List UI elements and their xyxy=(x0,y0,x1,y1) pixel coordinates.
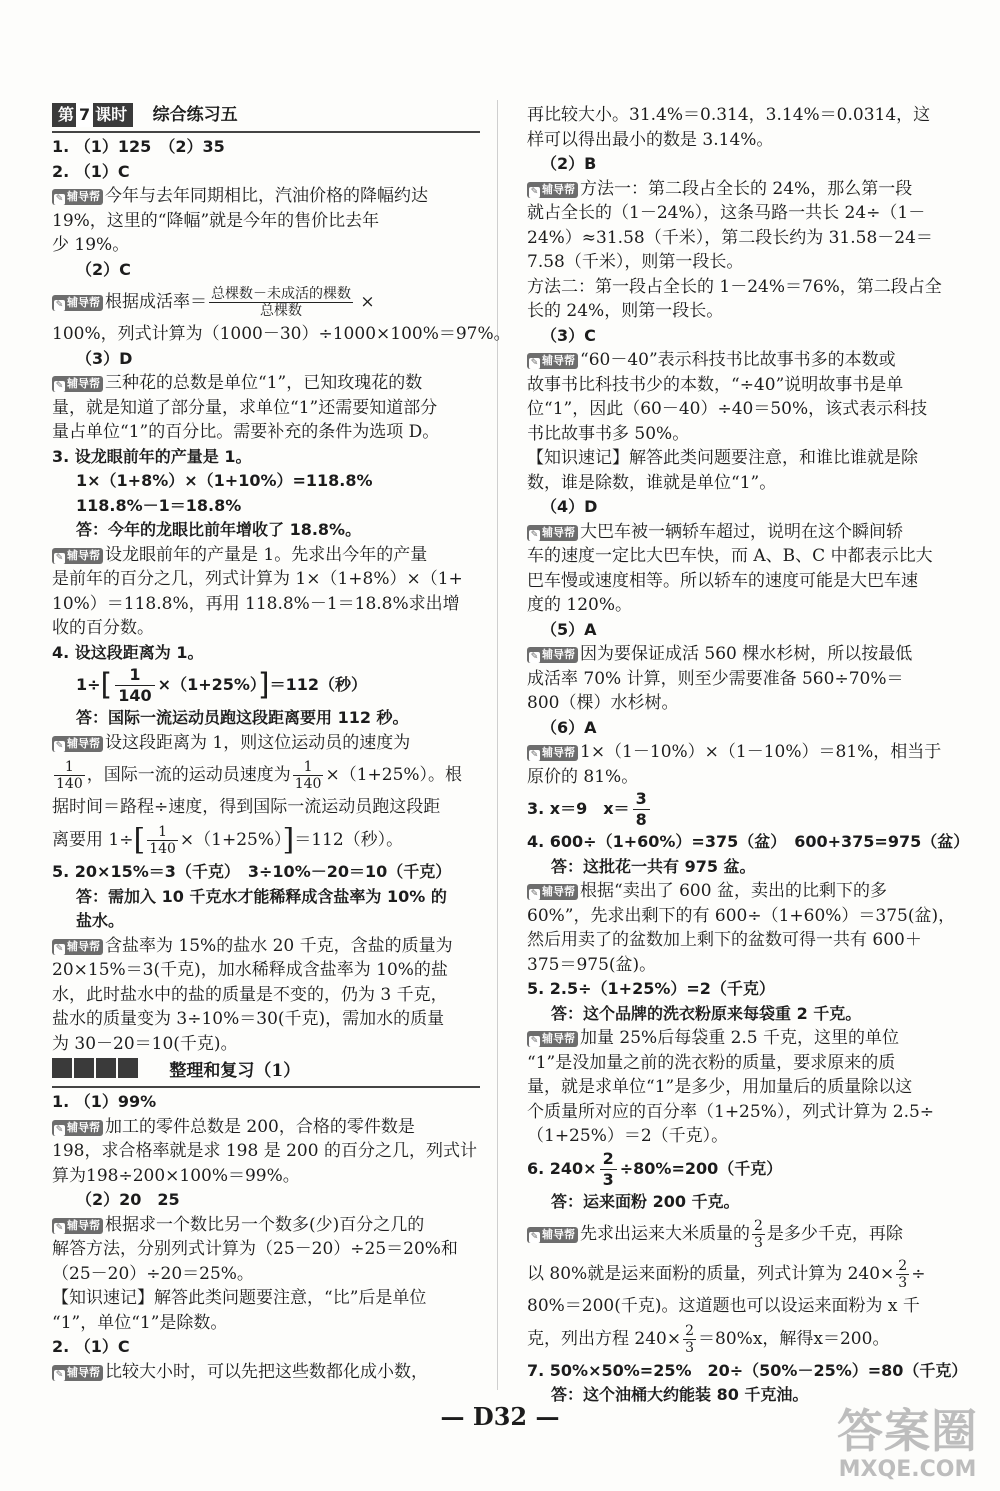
page-number: — D32 — xyxy=(440,1402,560,1431)
lesson-header xyxy=(52,103,480,133)
hint-line: 7.58（千米），则第一段长。 xyxy=(527,252,744,272)
helper-tag: ✎ 辅导帮 xyxy=(52,736,103,752)
answer-line: 5. 2.5÷（1+25%）=2（千克） xyxy=(527,979,775,998)
hint-line: ✎ 辅导帮 含盐率为 15%的盐水 20 千克，含盐的质量为 xyxy=(52,934,480,959)
hint-line: 原价的 81%。 xyxy=(527,766,639,787)
watermark xyxy=(837,1405,978,1483)
knowledge-line: 【知识速记】解答此类问题要注意，和谁比谁就是除 xyxy=(527,448,918,468)
hint-line: 据时间＝路程÷速度，得到国际一流运动员跑这段距 xyxy=(52,797,441,817)
answer-line: （3）D xyxy=(76,348,133,368)
hint-line: 然后用卖了的盆数加上剩下的盆数可得一共有 600＋ xyxy=(527,930,922,950)
right-column xyxy=(527,103,970,1408)
hint-line: 60%”，先求出剩下的有 600÷（1+60%）＝375(盆)， xyxy=(527,905,956,926)
answer-line: 7. 50%×50%=25% 20÷（50%－25%）=80（千克） xyxy=(527,1360,968,1380)
answer-line: （2）20 25 xyxy=(76,1190,180,1209)
answer-line: 答：今年的龙眼比前年增收了 18.8%。 xyxy=(76,520,362,539)
helper-tag: ✎ 辅导帮 xyxy=(527,1031,578,1047)
hint-line: ✎ 辅导帮 根据求一个数比另一个数多(少)百分之几的 xyxy=(52,1213,480,1238)
helper-tag: ✎ 辅导帮 xyxy=(527,353,578,369)
hint-line: ✎ 辅导帮 根据成活率＝ $\frac{\text{总棵数－未成活的棵数}}{\text{总棵数}}$ × xyxy=(52,282,480,322)
hint-line: 盐水的质量变为 3÷10%＝30(千克)，需加水的质量 xyxy=(52,1009,445,1029)
hint-line: ✎ 辅导帮 1×（1－10%）×（1－10%）＝81%，相当于 xyxy=(527,740,941,765)
review-title: 整理和复习（1） xyxy=(169,1061,301,1082)
fraction: $\frac{2}{3}$ xyxy=(600,1149,617,1190)
left-column xyxy=(52,103,511,1384)
answer-line: 4. 设这段距离为 1。 xyxy=(52,642,204,662)
hint-line: 以 80%就是运来面粉的质量，列式计算为 240× $\frac{2}{3}$ ÷ xyxy=(527,1258,926,1291)
hint-line: 为 30－20＝10(千克)。 xyxy=(52,1033,238,1054)
equation-line: 1÷[ $\frac{1}{140}$ ×（1+25%）]＝112（秒） xyxy=(76,665,368,705)
hint-line: 是前年的百分之几，列式计算为 1×（1+8%）×（1+ xyxy=(52,569,463,589)
helper-icon: ✎ xyxy=(55,1369,64,1380)
fraction: $\frac{\text{总棵数－未成活的棵数}}{\text{总棵数}}$ xyxy=(211,286,351,319)
hint-line: 80%＝200(千克)。这道题也可以设运来面粉为 x 千 xyxy=(527,1296,920,1316)
hint-line: ✎ 辅导帮 加工的零件总数是 200，合格的零件数是 xyxy=(52,1115,480,1140)
column-divider xyxy=(497,100,498,1390)
lesson-badge: 第 7 课时 xyxy=(52,103,133,127)
hint-line: ✎ 辅导帮 三种花的总数是单位“1”，已知玫瑰花的数 xyxy=(52,371,480,396)
answer-line: （3）C xyxy=(541,325,596,345)
hint-line: 成活率 70% 计算，则至少需要准备 560÷70%＝ xyxy=(527,668,904,689)
hint-line: 少 19%。 xyxy=(52,235,130,255)
hint-line: 度的 120%。 xyxy=(527,595,633,615)
helper-icon: ✎ xyxy=(530,889,539,899)
helper-tag: ✎ 辅导帮 xyxy=(527,1227,578,1243)
helper-icon: ✎ xyxy=(530,652,539,662)
hint-line: 收的百分数。 xyxy=(52,618,154,638)
helper-icon: ✎ xyxy=(55,381,64,391)
helper-icon: ✎ xyxy=(55,1124,64,1135)
hint-line: 375＝975(盆)。 xyxy=(527,954,657,975)
answer-line: 答：国际一流运动员跑这段距离要用 112 秒。 xyxy=(76,708,409,727)
header-blocks xyxy=(52,1058,140,1086)
fraction: $\frac{3}{8}$ xyxy=(633,789,650,830)
answer-line: 2. （1）C xyxy=(52,161,130,181)
answer-line: 2. （1）C xyxy=(52,1337,130,1356)
hint-line: 量，就是知道了部分量，求单位“1”还需要知道部分 xyxy=(52,397,438,418)
answer-line: 1. （1）125 （2）35 xyxy=(52,137,225,156)
answer-line: 答：这个油桶大约能装 80 千克油。 xyxy=(551,1385,809,1404)
hint-line: ✎ 辅导帮 设龙眼前年的产量是 1。先求出今年的产量 xyxy=(52,543,480,568)
hint-line: 长的 24%，则第一段长。 xyxy=(527,301,724,321)
hint-line: 样可以得出最小的数是 3.14%。 xyxy=(527,129,774,150)
answer-line: （6）A xyxy=(541,717,597,737)
watermark-logo: 答案圈 xyxy=(837,1404,978,1458)
answer-line: 答：这个品牌的洗衣粉原来每袋重 2 千克。 xyxy=(551,1003,862,1023)
hint-line: ✎ 辅导帮 “60－40”表示科技书比故事书多的本数或 xyxy=(527,348,941,373)
answer-line: （2）B xyxy=(541,154,597,173)
knowledge-line: 数，谁是除数，谁就是单位“1”。 xyxy=(527,472,777,493)
hint-line: 10%）＝118.8%，再用 118.8%－1＝18.8%求出增 xyxy=(52,593,460,614)
hint-line: ✎ 辅导帮 根据“卖出了 600 盆，卖出的比剩下的多 xyxy=(527,879,941,904)
answer-line: 4. 600÷（1+60%）=375（盆） 600+375=975（盆） xyxy=(527,832,970,851)
answer-line: （4）D xyxy=(541,497,598,516)
hint-line: 书比故事书多 50%。 xyxy=(527,423,690,444)
answer-line: 3. x＝9 x＝ $\frac{3}{8}$ xyxy=(527,789,941,830)
lesson-title: 综合练习五 xyxy=(152,105,238,125)
hint-line: 100%，列式计算为（1000－30）÷1000×100%＝97%。 xyxy=(52,324,511,344)
helper-icon: ✎ xyxy=(530,186,539,197)
hint-line: 量，就是求单位“1”是多少，用加量后的质量除以这 xyxy=(527,1077,913,1097)
hint-line: 车的速度一定比大巴车快，而 A、B、C 中都表示比大 xyxy=(527,546,933,566)
hint-line: 故事书比科技书少的本数，“÷40”说明故事书是单 xyxy=(527,374,904,395)
helper-tag: ✎ 辅导帮 xyxy=(527,745,578,761)
fraction: $\frac{1}{140}$ xyxy=(149,823,176,857)
hint-line: 198，求合格率就是求 198 是 200 的百分之几，列式计 xyxy=(52,1141,477,1161)
helper-icon: ✎ xyxy=(530,1036,539,1046)
helper-icon: ✎ xyxy=(530,750,539,760)
hint-line: 量占单位“1”的百分比。需要补充的条件为选项 D。 xyxy=(52,422,440,442)
helper-icon: ✎ xyxy=(530,358,539,368)
hint-line: 克，列出方程 240× $\frac{2}{3}$ ＝80%x，解得x＝200。 xyxy=(527,1322,890,1356)
answer-line: （5）A xyxy=(541,619,597,639)
helper-icon: ✎ xyxy=(530,1232,539,1242)
helper-tag: ✎ 辅导帮 xyxy=(52,295,103,311)
answer-line: 5. 20×15%＝3（千克） 3÷10%－20＝10（千克） xyxy=(52,862,452,881)
helper-icon: ✎ xyxy=(55,943,64,954)
answer-line: 3. 设龙眼前年的产量是 1。 xyxy=(52,446,252,466)
answer-line: 答：运来面粉 200 千克。 xyxy=(551,1191,740,1211)
hint-line: （25－20）÷20＝25%。 xyxy=(52,1263,254,1284)
helper-tag: ✎ 辅导帮 xyxy=(52,1218,103,1234)
hint-line: 800（棵）水杉树。 xyxy=(527,693,679,713)
fraction: $\frac{2}{3}$ xyxy=(685,1322,695,1356)
helper-tag: ✎ 辅导帮 xyxy=(52,548,103,564)
helper-tag: ✎ 辅导帮 xyxy=(52,1120,103,1136)
answer-line: 盐水。 xyxy=(76,911,125,930)
answer-line: 6. 240× $\frac{2}{3}$ ÷80%=200（千克） xyxy=(527,1148,783,1189)
knowledge-line: 【知识速记】解答此类问题要注意，“比”后是单位 xyxy=(52,1288,427,1308)
review-header xyxy=(52,1058,480,1088)
knowledge-line: “1”，单位“1”是除数。 xyxy=(52,1312,228,1333)
helper-icon: ✎ xyxy=(55,552,64,563)
hint-line: ✎ 辅导帮 加量 25%后每袋重 2.5 千克，这里的单位 xyxy=(527,1026,941,1051)
hint-line: ✎ 辅导帮 大巴车被一辆轿车超过，说明在这个瞬间轿 xyxy=(527,520,941,545)
hint-line: 水，此时盐水中的盐的质量是不变的，仍为 3 千克， xyxy=(52,984,448,1005)
helper-tag: ✎ 辅导帮 xyxy=(52,1365,103,1381)
helper-tag: ✎ 辅导帮 xyxy=(52,189,103,205)
hint-line: 就占全长的（1－24%），这条马路一共长 24÷（1－ xyxy=(527,203,926,223)
fraction: $\frac{1}{140}$ xyxy=(115,665,154,706)
hint-line: “1”是没加量之前的洗衣粉的质量，要求原来的质 xyxy=(527,1052,896,1073)
fraction: $\frac{1}{140}$ xyxy=(294,759,322,792)
helper-tag: ✎ 辅导帮 xyxy=(527,182,578,198)
hint-line: ✎ 辅导帮 比较大小时，可以先把这些数都化成小数， xyxy=(52,1360,480,1385)
helper-tag: ✎ 辅导帮 xyxy=(527,884,578,900)
fraction: $\frac{1}{140}$ xyxy=(56,759,83,792)
hint-line: $\frac{1}{140}$ ，国际一流的运动员速度为 $\frac{1}{140}$ ×（1+25%）。根 xyxy=(56,759,463,792)
answer-line: （2）C xyxy=(76,259,131,279)
hint-line: 解答方法，分别列式计算为（25－20）÷25＝20%和 xyxy=(52,1239,458,1259)
fraction: $\frac{2}{3}$ xyxy=(754,1218,763,1251)
helper-tag: ✎ 辅导帮 xyxy=(52,376,103,392)
answer-line: 1. （1）99% xyxy=(52,1092,157,1111)
fraction: $\frac{2}{3}$ xyxy=(898,1258,908,1291)
hint-line: 算为198÷200×100%＝99%。 xyxy=(52,1165,300,1186)
helper-icon: ✎ xyxy=(55,1222,64,1233)
hint-line: ✎ 辅导帮 设这段距离为 1，则这位运动员的速度为 xyxy=(52,731,480,756)
hint-line: 方法二：第一段占全长的 1－24%＝76%，第二段占全 xyxy=(527,276,942,297)
answer-line: 答：需加入 10 千克水才能稀释成含盐率为 10% 的 xyxy=(76,886,447,906)
hint-line: （1+25%）＝2（千克）。 xyxy=(527,1126,729,1146)
hint-line: ✎ 辅导帮 方法一：第二段占全长的 24%，那么第一段 xyxy=(527,177,941,202)
hint-line: 巴车慢或速度相等。所以轿车的速度可能是大巴车速 xyxy=(527,570,918,591)
hint-line: 再比较大小。31.4%＝0.314，3.14%＝0.0314，这 xyxy=(527,105,931,125)
hint-line: 20×15%＝3(千克)，加水稀释成含盐率为 10%的盐 xyxy=(52,960,448,980)
watermark-url: MXQE.COM xyxy=(838,1457,977,1482)
answer-line: 答：这批花一共有 975 盆。 xyxy=(551,856,756,876)
helper-icon: ✎ xyxy=(530,529,539,540)
helper-icon: ✎ xyxy=(55,194,64,204)
answer-line: 1×（1+8%）×（1+10%）=118.8% xyxy=(76,471,373,490)
hint-line: 个质量所对应的百分率（1+25%），列式计算为 2.5÷ xyxy=(527,1101,935,1122)
hint-line: ✎ 辅导帮 先求出运来大米质量的 $\frac{2}{3}$ 是多少千克，再除 xyxy=(527,1214,941,1254)
answer-line: 118.8%－1＝18.8% xyxy=(76,495,242,515)
hint-line: 离要用 1÷[ $\frac{1}{140}$ ×（1+25%）]＝112（秒）。 xyxy=(52,822,404,857)
hint-line: 位“1”，因此（60－40）÷40＝50%，该式表示科技 xyxy=(527,399,928,419)
helper-tag: ✎ 辅导帮 xyxy=(527,525,578,541)
hint-line: 24%）≈31.58（千米），第二段长约为 31.58－24＝ xyxy=(527,227,933,248)
hint-line: ✎ 辅导帮 因为要保证成活 560 棵水杉树，所以按最低 xyxy=(527,642,941,667)
helper-icon: ✎ xyxy=(55,740,64,751)
helper-icon: ✎ xyxy=(55,300,64,310)
helper-tag: ✎ 辅导帮 xyxy=(52,939,103,955)
hint-line: 19%，这里的“降幅”就是今年的售价比去年 xyxy=(52,210,380,231)
helper-tag: ✎ 辅导帮 xyxy=(527,647,578,663)
hint-line: ✎ 辅导帮 今年与去年同期相比，汽油价格的降幅约达 xyxy=(52,184,480,209)
